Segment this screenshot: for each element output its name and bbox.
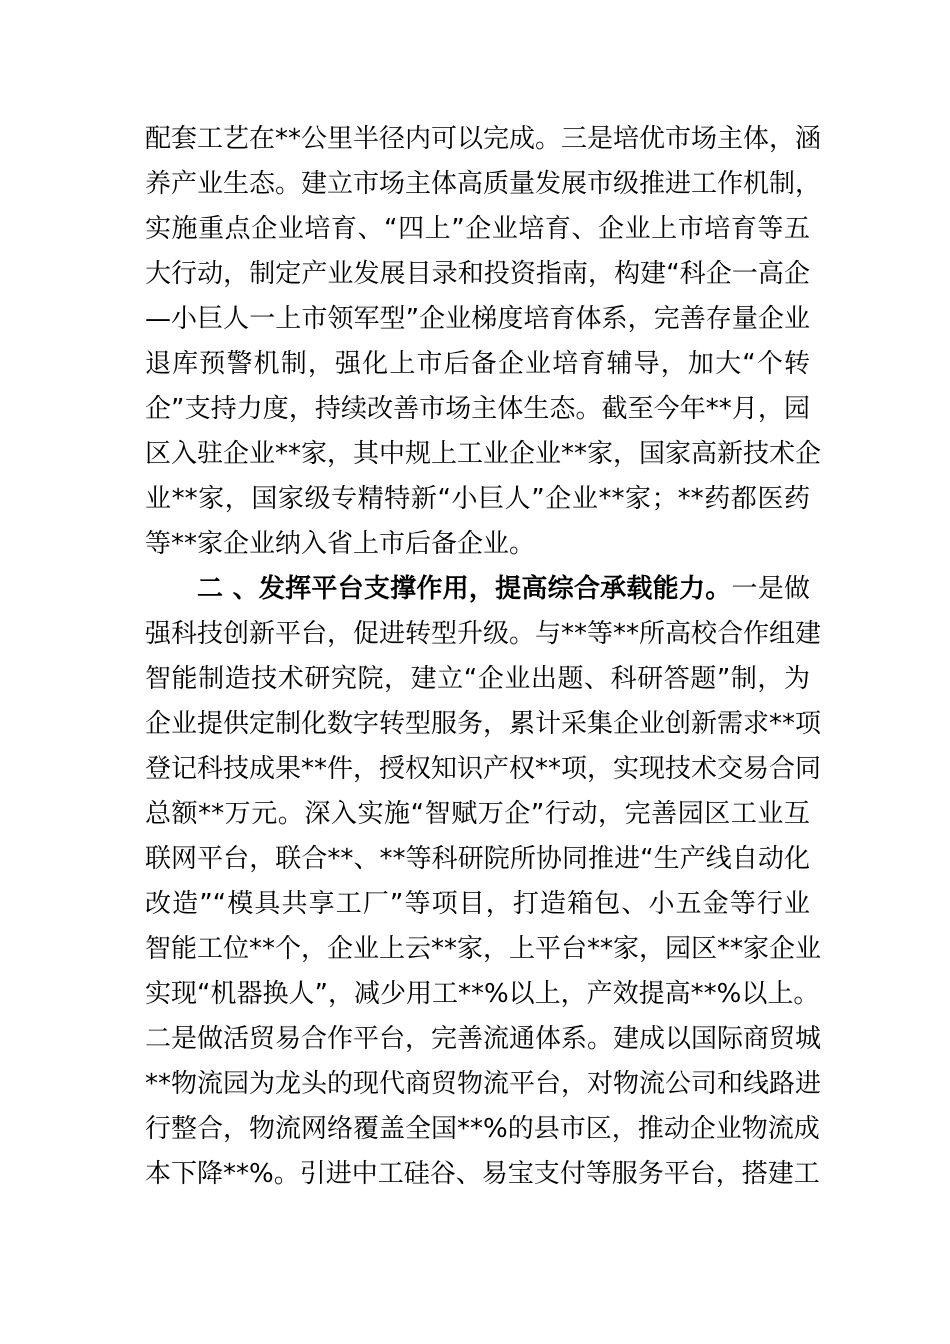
text-line: 等**家企业纳入省上市后备企业。 xyxy=(145,529,536,559)
text-line: 总额**万元。深入实施“智赋万企”行动，完善园区工业互 xyxy=(145,799,810,829)
text-line: 本下降**%。引进中工硅谷、易宝支付等服务平台，搭建工 xyxy=(145,1159,820,1189)
text-line: 联网平台，联合**、**等科研院所协同推进“生产线自动化 xyxy=(145,844,810,874)
text-fragment: 一是做 xyxy=(731,574,810,604)
text-line: 退库预警机制，强化上市后备企业培育辅导，加大“个转 xyxy=(145,349,810,379)
text-line: 强科技创新平台，促进转型升级。与**等**所高校合作组建 xyxy=(145,619,822,649)
text-line: **物流园为龙头的现代商贸物流平台，对物流公司和线路进 xyxy=(145,1069,822,1099)
text-line: 智能制造技术研究院，建立“企业出题、科研答题”制，为 xyxy=(145,664,810,694)
section-heading: 二 、发挥平台支撑作用，提高综合承载能力。 xyxy=(197,574,732,604)
text-line: 智能工位**个，企业上云**家，上平台**家，园区**家企业 xyxy=(145,934,822,964)
text-line: 改造”“模具共享工厂”等项目，打造箱包、小五金等行业 xyxy=(145,889,810,919)
text-line: 行整合，物流网络覆盖全国**%的县市区，推动企业物流成 xyxy=(145,1114,820,1144)
text-line: 实施重点企业培育、“四上”企业培育、企业上市培育等五 xyxy=(145,214,810,244)
text-line: 配套工艺在**公里半径内可以完成。三是培优市场主体，涵 xyxy=(145,124,822,154)
text-line: 企”支持力度，持续改善市场主体生态。截至今年**月，园 xyxy=(145,394,810,424)
text-line: 登记科技成果**件，授权知识产权**项，实现技术交易合同 xyxy=(145,754,822,784)
text-line: 企业提供定制化数字转型服务，累计采集企业创新需求**项 xyxy=(145,709,822,739)
text-line: 实现“机器换人”，减少用工**%以上，产效提高**%以上。 xyxy=(145,979,820,1009)
text-line: —小巨人一上市领军型”企业梯度培育体系，完善存量企业 xyxy=(145,304,810,334)
text-line: 养产业生态。建立市场主体高质量发展市级推进工作机制， xyxy=(145,169,822,199)
text-line: 业**家，国家级专精特新“小巨人”企业**家；**药都医药 xyxy=(145,484,810,514)
text-line: 区入驻企业**家，其中规上工业企业**家，国家高新技术企 xyxy=(145,439,822,469)
section-heading-line xyxy=(197,569,810,609)
text-line: 大行动，制定产业发展目录和投资指南，构建“科企一高企 xyxy=(145,259,810,289)
text-line: 二是做活贸易合作平台，完善流通体系。建成以国际商贸城 xyxy=(145,1024,822,1054)
